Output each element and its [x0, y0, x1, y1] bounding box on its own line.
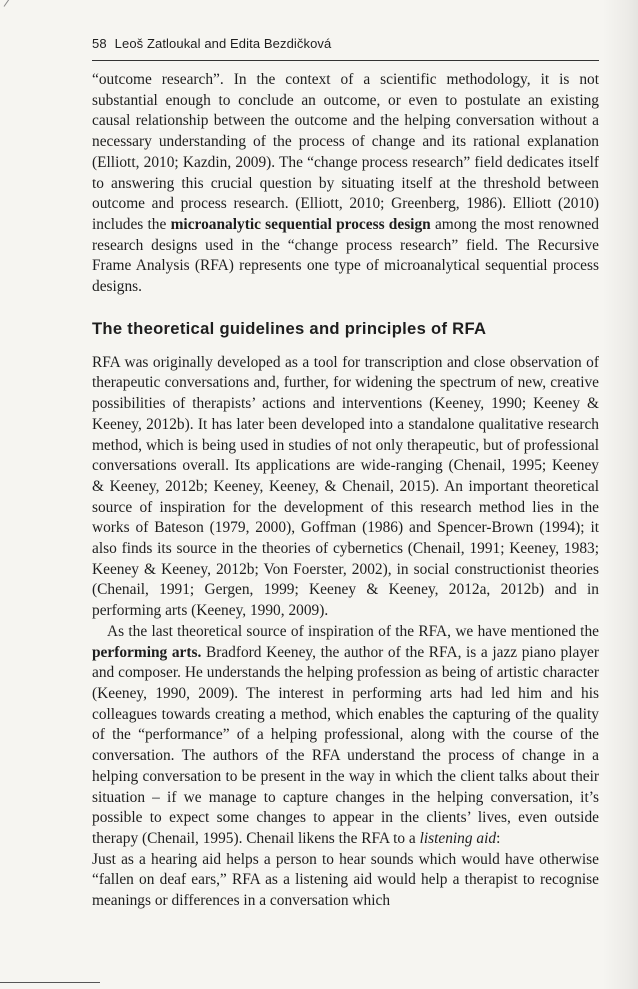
- paragraph-3-text-a: As the last theoretical source of inspiration of the RFA, we have mentioned the: [107, 622, 599, 640]
- bottom-edge-rule: [0, 982, 100, 983]
- section-heading: The theoretical guidelines and principles of RFA: [92, 318, 487, 338]
- page-number: 58: [92, 36, 107, 51]
- paragraph-1-text-a: “outcome research”. In the context of a scientific methodology, it is not substantial enough to conclude an outcome, or even to postulate an existing causal relationship between the outcome and the helping conversation without a necessary understanding of the process of change and its rational explanation (Elliott, 2010; Kazdin, 2009). The “change process research” field dedicates itself to answering this crucial question by situating itself at the threshold between outcome and process research. (Elliott, 2010; Greenberg, 1986). Elliott (2010) includes the: [92, 71, 599, 233]
- paragraph-2: RFA was originally developed as a tool for transcription and close observation of therapeutic conversations and, further, for widening the spectrum of new, creative possibilities of therapists’ actions and interventions (Keeney, 1990; Keeney & Keeney, 2012b). It has later been developed into a standalone qualitative research method, which is being used in studies of not only therapeutic, but of professional conversations overall. Its applications are wide-ranging (Chenail, 1995; Keeney & Keeney, 2012b; Keeney, Keeney, & Chenail, 2015). An important theoretical source of inspiration for the development of this research method lies in the works of Bateson (1979, 2000), Goffman (1986) and Spencer-Brown (1994); it also finds its source in the theories of cybernetics (Chenail, 1991; Keeney, 1983; Keeney & Keeney, 2012b; Von Foerster, 2002), in social constructionist theories (Chenail, 1991; Gergen, 1999; Keeney & Keeney, 2012a, 2012b) and in performing arts (Keeney, 1990, 2009).: [92, 353, 599, 620]
- term-listening-aid: listening aid: [419, 829, 497, 847]
- scan-corner-mark: [4, 0, 13, 7]
- paragraph-1: [92, 70, 599, 298]
- block-quote: Just as a hearing aid helps a person to hear sounds which would have otherwise “fallen on deaf ears,” RFA as a listening aid would help a therapist to recognise meanings or differences in a conversation which: [92, 850, 599, 910]
- header-rule: [92, 60, 599, 61]
- term-performing-arts: performing arts.: [92, 643, 202, 661]
- term-microanalytic-design: microanalytic sequential process design: [170, 215, 431, 233]
- paragraph-3-text-c: :: [496, 829, 501, 847]
- running-head: [92, 36, 597, 51]
- paragraph-3: [92, 622, 599, 850]
- paragraph-1-text-b: among the most renowned research designs used in the “change process research” field. The Recursive Frame Analysis (RFA) represents one type of microanalytical sequential process designs.: [92, 215, 599, 296]
- body-text: [92, 70, 599, 912]
- page-edge-shadow: [602, 0, 638, 989]
- running-head-authors: Leoš Zatloukal and Edita Bezdičková: [114, 36, 332, 51]
- paragraph-3-text-b: Bradford Keeney, the author of the RFA, is a jazz piano player and composer. He understands the helping profession as being of artistic character (Keeney, 1990, 2009). The interest in performing arts had led him and his colleagues towards creating a method, which enables the capturing of the quality of the “performance” of a helping professional, along with the course of the conversation. The authors of the RFA understand the process of change in a helping conversation to be present in the way in which the client talks about their situation – if we manage to capture changes in the helping conversation, it’s possible to expect some changes to appear in the clients’ lives, even outside therapy (Chenail, 1995). Chenail likens the RFA to a: [92, 643, 599, 847]
